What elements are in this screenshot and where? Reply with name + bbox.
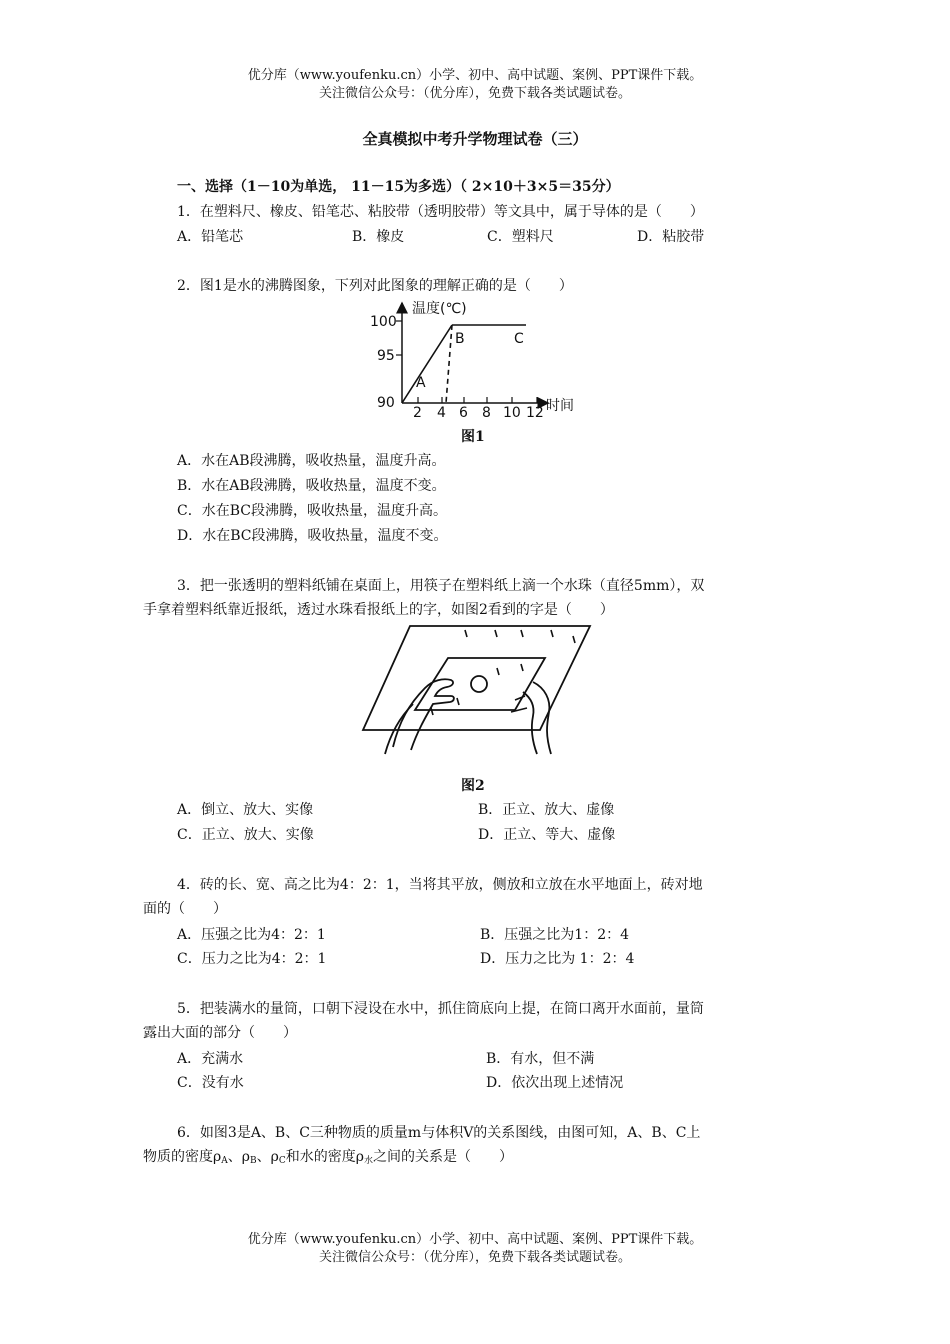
q1-option-a: A．铅笔芯: [177, 229, 244, 245]
y-tick-95: 95: [377, 348, 395, 364]
plastic-sheet: [415, 658, 545, 710]
q3-option-c: C．正立、放大、实像: [177, 827, 314, 843]
drop-dashed-line: [446, 325, 452, 403]
q2-stem: 2．图1是水的沸腾图象，下列对此图象的理解正确的是（ ）: [177, 278, 573, 294]
q5-option-a: A．充满水: [177, 1051, 244, 1067]
x-tick-12: 12: [526, 405, 544, 420]
q2-option-c: C．水在BC段沸腾，吸收热量，温度升高。: [177, 503, 447, 519]
x-tick-8: 8: [482, 405, 491, 420]
point-b-label: B: [455, 331, 465, 347]
q3-stem-line-2: 手拿着塑料纸靠近报纸，透过水珠看报纸上的字，如图2看到的字是（ ）: [143, 602, 614, 618]
x-tick-2: 2: [413, 405, 422, 420]
figure-2-caption: 图2: [461, 778, 485, 794]
q3-option-b: B．正立、放大、虚像: [478, 802, 615, 818]
newspaper-print-marks: [465, 630, 575, 643]
newspaper-sheet: [363, 626, 590, 730]
page-title: 全真模拟中考升学物理试卷（三）: [362, 130, 588, 148]
x-tick-4: 4: [437, 405, 446, 420]
q2-option-b: B．水在AB段沸腾，吸收热量，温度不变。: [177, 478, 446, 494]
x-axis-label: 时间: [546, 398, 574, 414]
series-ab-line: [402, 325, 452, 403]
y-tick-90: 90: [377, 395, 395, 411]
q5-stem-line-1: 5．把装满水的量筒，口朝下浸设在水中，抓住筒底向上提，在筒口离开水面前，量筒: [177, 1001, 704, 1017]
q3-stem-line-1: 3．把一张透明的塑料纸铺在桌面上，用筷子在塑料纸上滴一个水珠（直径5mm），双: [177, 578, 705, 594]
q6-stem-line-1: 6．如图3是A、B、C三种物质的质量m与体积V的关系图线，由图可知，A、B、C上: [177, 1125, 701, 1141]
q3-option-d: D．正立、等大、虚像: [478, 827, 616, 843]
q3-option-a: A．倒立、放大、实像: [177, 802, 314, 818]
footer-line-2: 关注微信公众号：（优分库），免费下载各类试题试卷。: [318, 1250, 631, 1265]
x-tick-10: 10: [503, 405, 521, 420]
q5-stem-line-2: 露出大面的部分（ ）: [143, 1025, 297, 1041]
y-tick-100: 100: [370, 314, 397, 330]
q6-stem-line-2: 物质的密度$\rho_A$、$\rho_B$、$\rho_C$和水的密度$\rho_水$之间的关系是（ ）: [143, 1149, 513, 1166]
figure-2-illustration: [355, 622, 595, 757]
y-axis-label: 温度(℃): [412, 301, 467, 317]
q4-option-c: C．压力之比为4：2：1: [177, 951, 327, 967]
point-a-label: A: [416, 375, 426, 391]
q2-option-d: D．水在BC段沸腾，吸收热量，温度不变。: [177, 528, 448, 544]
water-drop: [471, 676, 487, 692]
header-line-2: 关注微信公众号：（优分库），免费下载各类试题试卷。: [318, 86, 631, 101]
q5-option-b: B．有水，但不满: [486, 1051, 595, 1067]
q4-stem-line-1: 4．砖的长、宽、高之比为4：2：1，当将其平放，侧放和立放在水平地面上，砖对地: [177, 877, 703, 893]
figure-1-caption: 图1: [461, 429, 485, 445]
q4-option-a: A．压强之比为4：2：1: [177, 927, 326, 943]
q2-option-a: A．水在AB段沸腾，吸收热量，温度升高。: [177, 453, 446, 469]
footer-line-1: 优分库（www.youfenku.cn）小学、初中、高中试题、案例、PPT课件下载。: [247, 1232, 703, 1247]
q4-option-d: D．压力之比为 1：2：4: [480, 951, 635, 967]
header-line-1: 优分库（www.youfenku.cn）小学、初中、高中试题、案例、PPT课件下载。: [247, 68, 703, 83]
q1-option-c: C．塑料尺: [487, 229, 554, 245]
q5-option-c: C．没有水: [177, 1075, 244, 1091]
right-hand: [533, 682, 551, 754]
plastic-print-marks: [431, 664, 523, 715]
point-c-label: C: [514, 331, 524, 347]
q4-stem-line-2: 面的（ ）: [143, 901, 227, 917]
q1-option-b: B．橡皮: [352, 229, 405, 245]
q1-stem: 1．在塑料尺、橡皮、铅笔芯、粘胶带（透明胶带）等文具中，属于导体的是（ ）: [177, 204, 704, 220]
q5-option-d: D．依次出现上述情况: [486, 1075, 624, 1091]
q4-option-b: B．压强之比为1：2：4: [480, 927, 630, 943]
x-tick-marks: [418, 397, 537, 403]
section-heading: 一、选择（1－10为单选， 11－15为多选）（ 2×10＋3×5＝35分）: [177, 179, 620, 195]
left-hand: [393, 679, 454, 750]
figure-1-graph: [360, 295, 590, 420]
q1-option-d: D．粘胶带: [637, 229, 705, 245]
x-tick-6: 6: [459, 405, 468, 420]
